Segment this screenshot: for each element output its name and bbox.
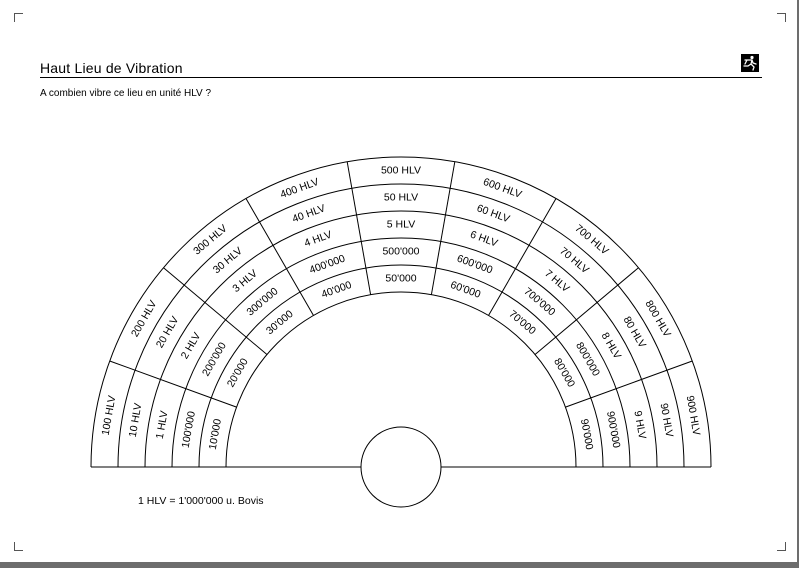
- dial-label: 90'000: [577, 417, 596, 451]
- dial-label: 80'000: [551, 356, 578, 390]
- dial-label: 30'000: [263, 307, 296, 338]
- dial-label: 60'000: [448, 278, 483, 301]
- dial-label: 200'000: [199, 340, 229, 379]
- dial-label: 100'000: [179, 410, 198, 449]
- dial-label: 300'000: [244, 285, 281, 319]
- dial-label: 50'000: [385, 272, 417, 285]
- dial-label: 1 HLV: [153, 409, 171, 440]
- dial-sector-divider: [431, 162, 454, 295]
- dial-label: 6 HLV: [468, 228, 500, 250]
- dial-label: 70'000: [506, 307, 539, 338]
- dial-label: 800'000: [573, 340, 603, 379]
- dial-label: 40'000: [319, 278, 354, 301]
- dial-label: 80 HLV: [620, 314, 649, 351]
- dial-label: 9 HLV: [631, 409, 649, 440]
- dial-label: 20'000: [224, 356, 251, 390]
- page-title: Haut Lieu de Vibration: [40, 60, 183, 76]
- dial-label: 800 HLV: [642, 298, 674, 340]
- dial-label: 60 HLV: [475, 202, 512, 226]
- dial-center-hub: [361, 427, 441, 507]
- dial-sector-divider: [347, 162, 370, 295]
- dial-label: 8 HLV: [598, 330, 624, 362]
- dial-label: 600'000: [455, 252, 495, 277]
- dial-label: 90 HLV: [657, 402, 676, 439]
- dial-label: 700'000: [521, 285, 558, 319]
- dial-label: 300 HLV: [191, 222, 230, 258]
- dial-sector-divider: [110, 361, 237, 407]
- dial-label: 3 HLV: [230, 267, 260, 295]
- dial-label: 20 HLV: [153, 314, 182, 351]
- dial-label: 700 HLV: [572, 222, 611, 258]
- dial-label: 7 HLV: [542, 267, 572, 295]
- dial-label: 500'000: [382, 245, 420, 258]
- dial-label: 70 HLV: [557, 244, 592, 277]
- dial-label: 100 HLV: [99, 394, 119, 437]
- dial-sector-divider: [565, 361, 692, 407]
- dial-label: 400'000: [307, 252, 347, 277]
- page-subtitle: A combien vibre ce lieu en unité HLV ?: [40, 88, 212, 99]
- dial-label: 600 HLV: [481, 175, 524, 201]
- dial-label: 10'000: [206, 417, 225, 451]
- dial-label: 900'000: [604, 410, 623, 449]
- dial-label: 10 HLV: [126, 402, 145, 439]
- dial-label: 500 HLV: [380, 164, 422, 177]
- dial-label: 40 HLV: [290, 202, 327, 226]
- dial-label: 400 HLV: [278, 175, 321, 201]
- dial-label: 200 HLV: [128, 298, 160, 340]
- dial-label: 5 HLV: [386, 218, 416, 231]
- dial-label: 2 HLV: [178, 330, 204, 362]
- dial-label: 50 HLV: [383, 191, 419, 204]
- unit-footnote: 1 HLV = 1'000'000 u. Bovis: [138, 495, 264, 507]
- dial-label: 900 HLV: [683, 394, 703, 437]
- dial-label: 30 HLV: [210, 244, 245, 277]
- dial-label: 4 HLV: [302, 228, 334, 250]
